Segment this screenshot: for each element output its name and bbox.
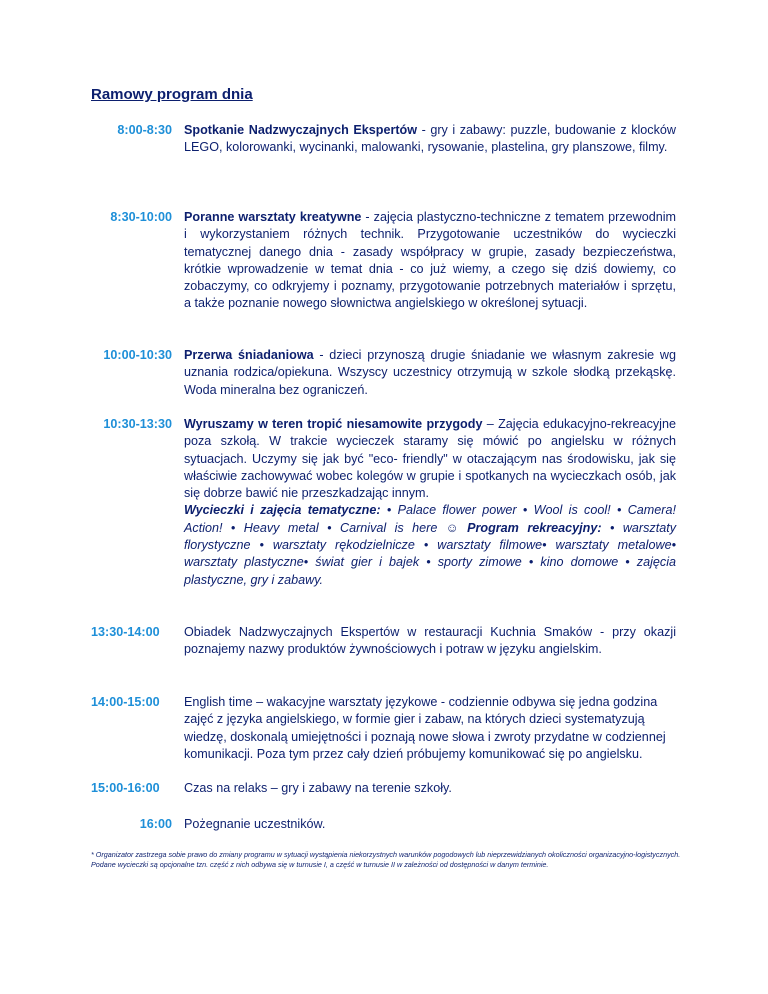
program-list: • warsztaty florystyczne • warsztaty rękodzielnicze • warsztaty filmowe• warsztaty metalowe• warsztaty plastyczne• świat gier i bajek • sporty zimowe • kino domowe • zajęcia plastyczne, gry i zabawy. xyxy=(184,520,677,587)
item-text: - dzieci przynoszą drugie śniadanie we własnym zakresie wg uznania rodzica/opiekuna. Wszyscy uczestnicy otrzymują w szkole słodką przekąskę. Woda mineralna bez ograniczeń. xyxy=(184,348,676,397)
item-text: – Zajęcia edukacyjno-rekreacyjne poza szkołą. W trakcie wycieczek staramy się mówić po angielsku w różnych sytuacjach. Uczymy się jak być "eco- friendly" w otaczającym nas środowisku, jak się właściwie zachowywać wobec kolegów w grupie i spotkanych na wycieczkach osób, jak się dobrze bawić nie przeszkadzając innym. xyxy=(184,417,676,501)
item-lead: Wyruszamy w teren tropić niesamowite przygody xyxy=(184,417,483,431)
item-description: English time – wakacyjne warsztaty językowe - codziennie odbywa się jedna godzina zajęć z języka angielskiego, w formie gier i zabaw, na których dzieci systematyzują wiedzę, doskonalą umiejętności i poznają nowe słowa i zwroty przydatne w codziennej komunikacji. Poza tym przez cały dzień próbujemy komunikować się po angielsku. xyxy=(184,695,666,761)
trips-list: • Palace flower power • Wool is cool! • Camera! Action! • Heavy metal • Carnival is here ☺ xyxy=(184,503,676,535)
item-description xyxy=(184,416,676,589)
footnote: * Organizator zastrzega sobie prawo do zmiany programu w sytuacji wystąpienia niekorzystnych warunków pogodowych lub nieprzewidzianych okoliczności organizacyjno-logistycznych. Podane wycieczki są opcjonalne tzn. część z nich odbywa się w turnusie I, a część w turnusie II w zależności od dostępności w danym terminie. xyxy=(91,850,681,869)
program-label: Program rekreacyjny: xyxy=(467,520,602,535)
time-label: 8:00-8:30 xyxy=(117,123,172,137)
item-text: - gry i zabawy: puzzle, budowanie z klocków LEGO, kolorowanki, wycinanki, malowanki, rysowanie, plastelina, gry planszowe, filmy. xyxy=(184,123,676,155)
time-label: 13:30-14:00 xyxy=(91,625,160,639)
time-label: 10:30-13:30 xyxy=(103,417,172,431)
time-label: 8:30-10:00 xyxy=(110,210,172,224)
item-lead: Spotkanie Nadzwyczajnych Ekspertów xyxy=(184,123,418,137)
time-label: 10:00-10:30 xyxy=(103,348,172,362)
trips-label: Wycieczki i zajęcia tematyczne: xyxy=(184,503,381,518)
item-description xyxy=(184,347,676,399)
time-label: 14:00-15:00 xyxy=(91,695,160,709)
item-description: Obiadek Nadzwyczajnych Ekspertów w restauracji Kuchnia Smaków - przy okazji poznajemy nazwy produktów żywnościowych i potraw w języku angielskim. xyxy=(184,625,676,657)
item-description: Czas na relaks – gry i zabawy na terenie szkoły. xyxy=(184,781,452,795)
time-label: 16:00 xyxy=(139,817,172,831)
item-lead: Przerwa śniadaniowa xyxy=(184,348,314,362)
item-description xyxy=(184,122,676,157)
time-label: 15:00-16:00 xyxy=(91,781,160,795)
item-description xyxy=(184,209,676,313)
item-description: Pożegnanie uczestników. xyxy=(184,817,326,831)
item-text: - zajęcia plastyczno-techniczne z tematem przewodnim i wykorzystaniem różnych technik. Przygotowanie uczestników do wycieczki tematycznej danego dnia - zasady współpracy w grupie, zasady bezpieczeństwa, krótkie wprowadzenie w temat dnia - co już wiemy, a czego się dziś dowiemy, co zobaczymy, co odkryjemy i poznamy, przygotowanie potrzebnych materiałów i sprzętu, a także poznanie nowego słownictwa angielskiego w określonej sytuacji. xyxy=(184,210,676,311)
page-title: Ramowy program dnia xyxy=(91,86,253,103)
item-lead: Poranne warsztaty kreatywne xyxy=(184,210,362,224)
